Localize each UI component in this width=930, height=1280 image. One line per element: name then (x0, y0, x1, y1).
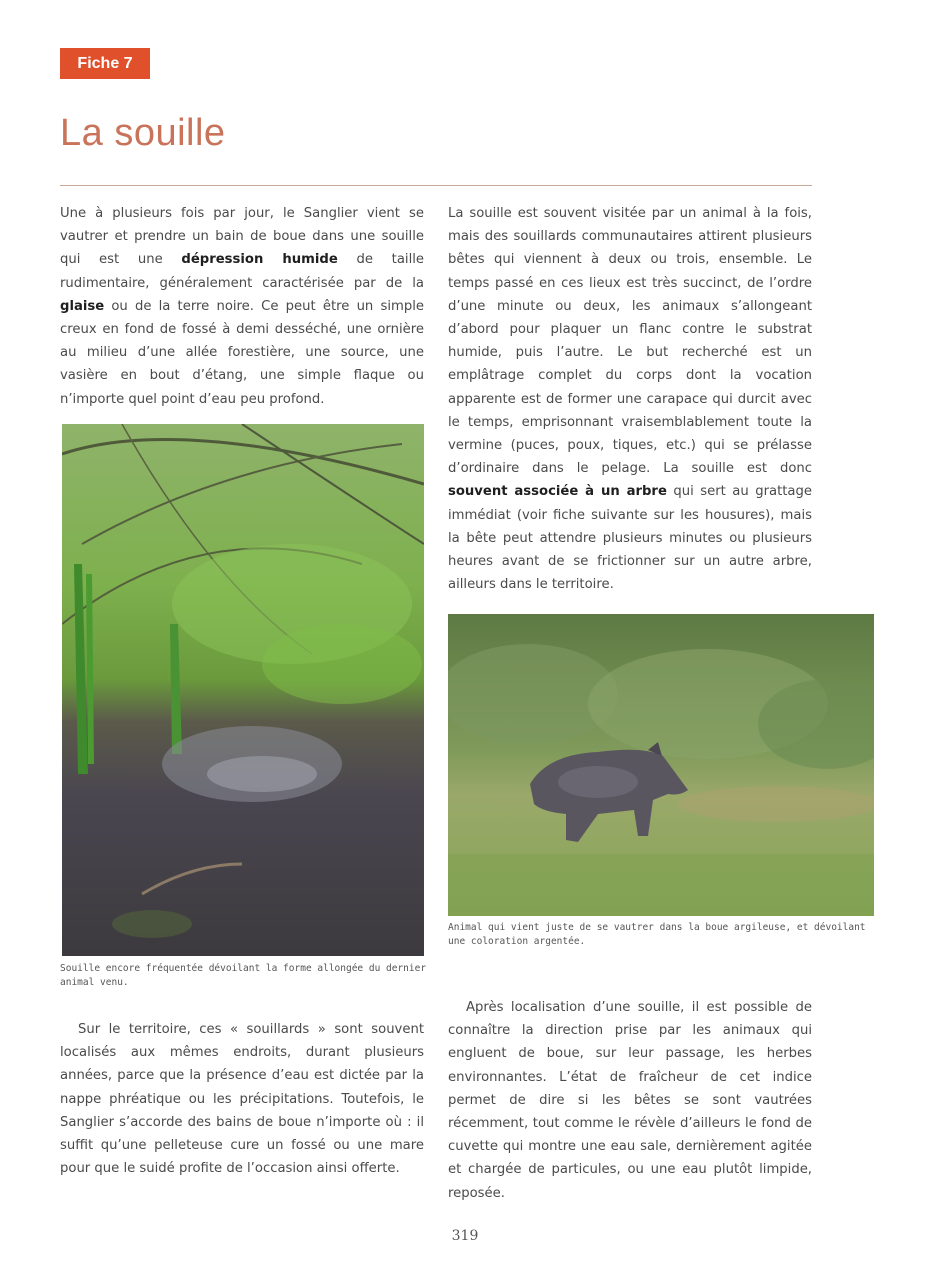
emphasis-depression-humide: dépression humide (181, 252, 338, 268)
page-title: La souille (60, 112, 226, 154)
photo-boar-grass (448, 614, 874, 916)
paragraph-intro (60, 202, 424, 411)
text-run: qui sert au grattage immédiat (voir fiche suivante sur les housures), mais la bête peut attendre plusieurs minutes ou plusieurs heures avant de se frictionner sur un autre arbre, ailleurs dans le territoire. (448, 484, 812, 593)
fiche-badge: Fiche 7 (60, 48, 150, 79)
boar-photo-illustration (448, 614, 874, 916)
figure-caption-boar: Animal qui vient juste de se vautrer dans la boue argileuse, et dévoilant une coloration argentée. (448, 922, 866, 947)
paragraph-visits (448, 202, 812, 596)
emphasis-arbre: souvent associée à un arbre (448, 484, 667, 500)
photo-wallow-mud (62, 424, 424, 956)
text-run: Une à plusieurs fois par jour, le Sanglier vient se vautrer et prendre un bain de boue dans une souille qui est une (60, 206, 424, 268)
text-run: ou de la terre noire. Ce peut être un simple creux en fond de fossé à demi desséché, une ornière au milieu d’une allée forestière, une source, une vasière en bout d’étang, une simple flaque ou n’importe quel point d’eau peu profond. (60, 298, 424, 407)
text-run: de taille rudimentaire, généralement caractérisée par de la (60, 252, 425, 291)
paragraph-localisation: Après localisation d’une souille, il est possible de connaître la direction prise par les animaux qui engluent de boue, sur leur passage, les herbes environnantes. L’état de fraîcheur de cet indice permet de dire si les bêtes se sont vautrées récemment, tout comme le révèle d’ailleurs le fond de cuvette qui montre une eau sale, dernièrement agitée et chargée de particules, ou une eau plutôt limpide, reposée. (448, 1000, 812, 1201)
text-run: La souille est souvent visitée par un animal à la fois, mais des souillards communautaires attirent plusieurs bêtes qui viennent à deux ou trois, ensemble. Le temps passé en ces lieux est très succinct, de l’ordre d’une minute ou deux, les animaux s’allongeant d’abord pour plaquer un flanc contre le substrat humide, puis l’autre. Le but recherché est un emplâtrage complet du corps dont la vocation apparente est de former une carapace qui durcit avec le temps, emprisonnant vraisemblablement toute la vermine (puces, poux, tiques, etc.) qui se prélasse d’ordinaire dans le pelage. La souille est donc (448, 206, 812, 477)
title-divider (60, 185, 812, 186)
emphasis-glaise: glaise (60, 298, 105, 314)
wallow-photo-illustration (62, 424, 424, 956)
paragraph-territory: Sur le territoire, ces « souillards » sont souvent localisés aux mêmes endroits, durant plusieurs années, parce que la présence d’eau est dictée par la nappe phréatique ou les précipitations. Toutefois, le Sanglier s’accorde des bains de boue n’importe où : il suffit qu’une pelleteuse cure un fossé ou une mare pour que le suidé profite de l’occasion ainsi offerte. (60, 1022, 424, 1177)
page-number: 319 (451, 1228, 479, 1244)
figure-caption-wallow: Souille encore fréquentée dévoilant la forme allongée du dernier animal venu. (60, 963, 427, 988)
